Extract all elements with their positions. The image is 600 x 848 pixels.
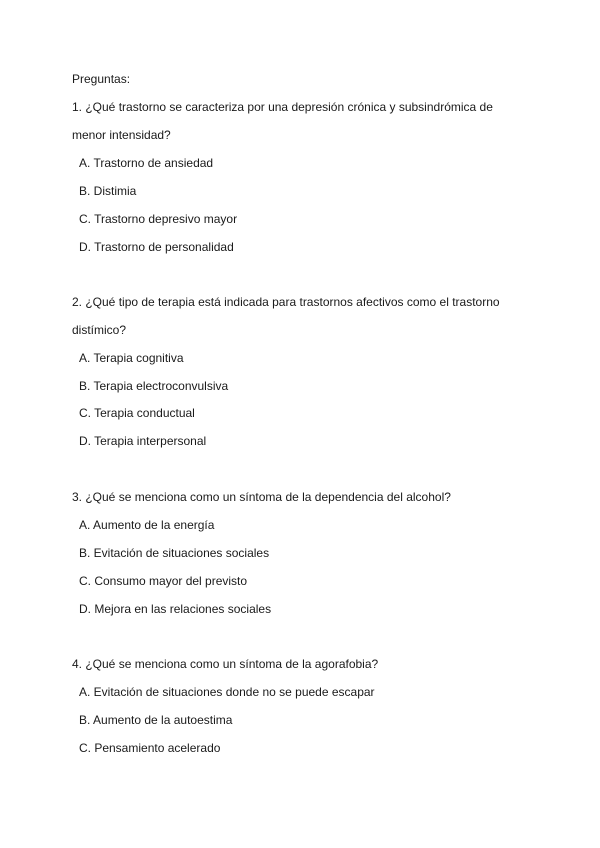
question-4-option-a: A. Evitación de situaciones donde no se puede escapar (79, 685, 375, 699)
question-2-option-a: A. Terapia cognitiva (79, 351, 184, 365)
heading: Preguntas: (72, 72, 131, 86)
question-2-option-b: B. Terapia electroconvulsiva (79, 379, 229, 393)
question-1-option-d: D. Trastorno de personalidad (79, 240, 234, 254)
question-3-option-b: B. Evitación de situaciones sociales (79, 546, 270, 560)
question-1-option-c: C. Trastorno depresivo mayor (79, 212, 238, 226)
question-3-option-c: C. Consumo mayor del previsto (79, 574, 248, 588)
question-1-option-b: B. Distimia (79, 184, 137, 198)
question-3-option-d: D. Mejora en las relaciones sociales (79, 602, 272, 616)
question-2-option-d: D. Terapia interpersonal (79, 434, 207, 448)
question-1-option-a: A. Trastorno de ansiedad (79, 156, 214, 170)
question-3-option-a: A. Aumento de la energía (79, 518, 215, 532)
question-1-text-line-1: 1. ¿Qué trastorno se caracteriza por una depresión crónica y subsindrómica de (72, 100, 493, 114)
question-2-text-line-2: distímico? (72, 323, 127, 337)
question-4-text: 4. ¿Qué se menciona como un síntoma de la agorafobia? (72, 657, 379, 671)
question-2-text-line-1: 2. ¿Qué tipo de terapia está indicada para trastornos afectivos como el trastorno (72, 295, 500, 309)
question-1-text-line-2: menor intensidad? (72, 128, 171, 142)
question-4-option-b: B. Aumento de la autoestima (79, 713, 233, 727)
question-2-option-c: C. Terapia conductual (79, 406, 195, 420)
question-4-option-c: C. Pensamiento acelerado (79, 741, 221, 755)
question-3-text: 3. ¿Qué se menciona como un síntoma de la dependencia del alcohol? (72, 490, 451, 504)
